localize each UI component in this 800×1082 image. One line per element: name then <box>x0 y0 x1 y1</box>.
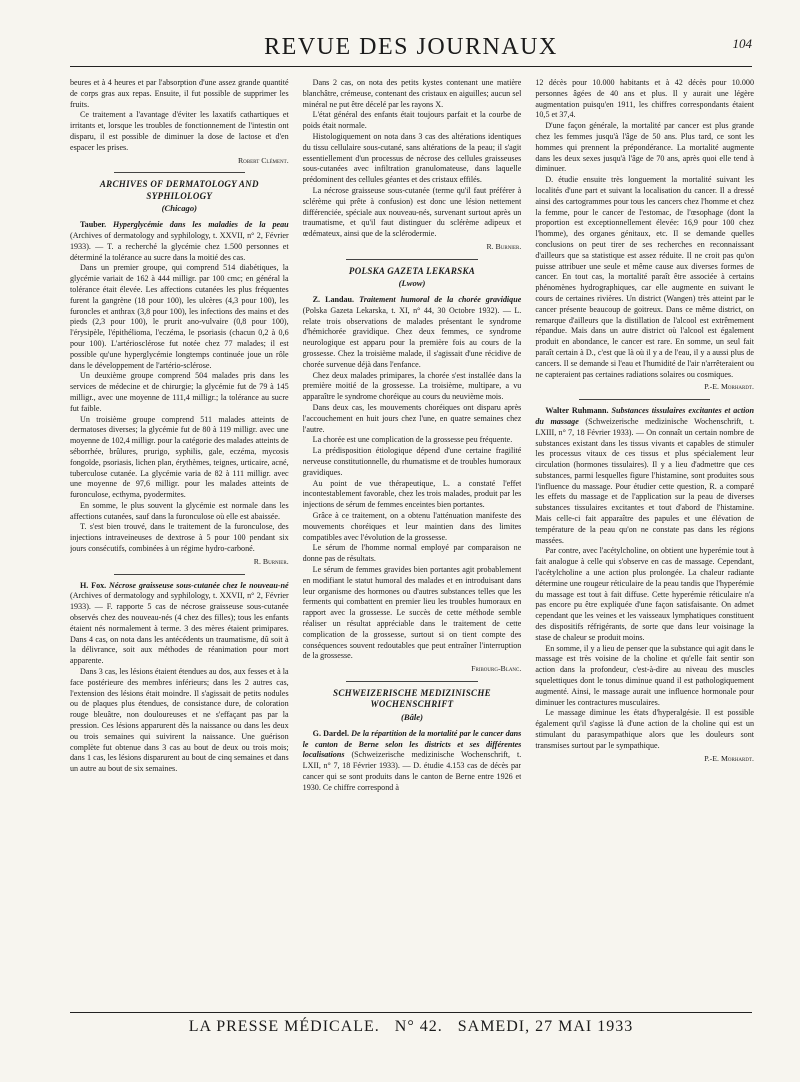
paragraph: Un deuxième groupe comprend 504 malades pris dans les services de médecine et de chirurgie; la glycémie fut de 79 à 145 milligr., avec une moyenne de 111,4 milligr.; la tolérance au sucre fut faible. <box>70 371 289 413</box>
paragraph: En somme, il y a lieu de penser que la substance qui agit dans le massage est très voisine de la choline et qu'elle fait sentir son action dans la profondeur, c'est-à-dire au niveau des muscles squelettiques dont le tonus diminue quand il est pathologiquement augmenté. Ainsi, le massage aurait une influence hormonale pour diminuer les contractures musculaires. <box>535 643 754 707</box>
article-author: Z. Landau. <box>312 295 355 305</box>
paragraph: Chez deux malades primipares, la chorée s'est installée dans la première moitié de la grossesse. La troisième, multipare, a vu apparaître le syndrome choréique au cours du neuvième mois. <box>302 370 522 402</box>
article-author: Walter Ruhmann. <box>545 406 609 416</box>
author-signature: Fribourg-Blanc. <box>471 664 522 674</box>
article-abstract <box>70 220 289 263</box>
paragraph: D. étudie ensuite très longuement la mortalité suivant les localités d'une part et suivant la localisation du cancer. Il a dressé ainsi des cartogrammes pour tous les cancers chez l'homme et chez la femme, pour le cancer de l'estomac, de l'œsophage (dont la proportion est exceptionnellement élevée: 16,9 pour 100 chez l'homme), des organes génitaux, etc. Il se demande quelles conclusions on peut tirer de ses recherches en reconnaissant d'ailleurs que sa statistique est assez réduite. Il ne croit pas qu'on puisse attribuer une seule et même cause aux diverses formes de cancer. En tout cas, la mortalité paraît être associée à certains phénomènes hydrographiques, car elle augmente en suivant le cours de certaines rivières. Un district (Wangen) très atteint par le cancer présente beaucoup de goitreux. Dans ce même district, on remarque d'ailleurs que la distillation de l'alcool est extrêmement répandue. Mais dans un autre district où l'alcool est également produit en abondance, le cancer est rare. En somme, un seul fait paraît certain à D., c'est que là où il y a de l'eau, il y a aussi plus de cancers. Il se demande si l'eau et l'humidité de l'air n'arrêteraient ou ne capteraient pas certaines radiations solaires ou cosmiques. <box>535 175 754 379</box>
article-reference: (Schweizerische medizinische Wochenschrift, t. LXII, n° 7, 18 Février 1933). — D. étudie 4.153 cas de décès par cancer qui se sont produits dans le canton de Berne entre 1926 et 1930. Ce chiffre correspond à <box>302 750 522 792</box>
article-reference: (Archives of dermatology and syphilology, t. XXVII, n° 2, Février 1933). — F. rapporte 5 cas de nécrose graisseuse sous-cutanée observés chez des nouveau-nés (4 chez des filles); tous les enfants étaient nés normalement à terme. 3 des mères étaient primipares. Dans 4 cas, on nota dans les antécédents un traumatisme, dû soit à la délivrance, soit aux méthodes de réanimation pour mort apparente. <box>70 591 289 666</box>
paragraph: Dans 2 cas, on nota des petits kystes contenant une matière blanchâtre, crémeuse, contenant des cristaux en aiguilles; aucun sel minéral ne put être décelé par les rayons X. <box>302 78 522 109</box>
paragraph: Dans 3 cas, les lésions étaient étendues au dos, aux fesses et à la face postérieure des membres inférieurs; dans les 2 autres cas, l'extension des lésions était moindre. Il s'agissait de petits nodules ou de plaques plus étendues, de consistance dure, de coloration rouge bleuâtre, non douloureuses et ne s'effaçant pas par la pression. Ces lésions apparurent dès la naissance ou dans les deux ou trois semaines qui suivirent la naissance. Une guérison complète fut obtenue dans 3 cas au bout de deux ou trois mois; dans 1 cas, les lésions disparurent au bout de cinq semaines et dans un autre au bout de six semaines. <box>70 667 289 774</box>
paragraph: Un troisième groupe comprend 511 malades atteints de dermatoses diverses; la glycémie fut de 80 à 119 milligr. avec une moyenne de 102,4 milligr. pour la catégorie des malades atteints de séborrhée, brûlures, prurigo, syphilis, gale, eczéma, mycosis fongoïde, psoriasis, lichen plan, érythèmes, teignes, urticaire, acné, tuberculose cutanée. La glycémie varia de 82 à 111 milligr. avec une moyenne de 97,6 milligr. pour les malades atteints de furonculose, ecthyma, pyodermites. <box>70 414 289 500</box>
paragraph: D'une façon générale, la mortalité par cancer est plus grande chez les femmes jusqu'à l'âge de 50 ans. Plus tard, ce sont les hommes qui prennent la prépondérance. La mortalité augmente dans les deux sexes jusqu'à l'âge de 70 ans, après quoi elle tend à diminuer. <box>535 121 754 174</box>
author-signature: Robert Clément. <box>237 155 289 165</box>
column-1 <box>70 78 289 1003</box>
page-title: REVUE DES JOURNAUX <box>264 34 558 60</box>
paragraph: Ce traitement a l'avantage d'éviter les laxatifs cathartiques et irritants et, lorsque les troubles de fonctionnement de l'intestin ont disparu, il est possible de diminuer la dose de lactose et d'en espacer les prises. <box>70 110 289 152</box>
paragraph: Le sérum de femmes gravides bien portantes agit probablement en modifiant le statut humoral des malades et en introduisant dans leur organisme des hormones ou d'autres substances telles que les ferments qui combattent en premier lieu les troubles humoraux en rapport avec la grossesse. Le succès de cette méthode semble réaliser un résultat appréciable dans le traitement de cette complication de la grossesse, surtout si on tient compte des conséquences souvent redoutables que peut entraîner l'interruption de la grossesse. <box>302 564 522 661</box>
article-reference: (Schweizerische medizinische Wochenschrift, t. LXIII, n° 7, 18 Février 1933). — On connaît un certain nombre de substances existant dans les tissus vivants et capables de stimuler les processus vitaux de ces tissus et plus spécialement leur circulation (hormones tissulaires). Il y a lieu d'admettre que ces substances, parmi lesquelles figure l'histamine, sont produites sous l'influence du massage. Pour étudier cette question, R. a comparé les effets du massage et de l'application sur la peau de diverses substances tissulaires excitantes et tout d'abord de l'histamine. Mais celle-ci fait apparaître des papules et une élévation de température de la peau qu'on ne constate pas dans les régions massées. <box>535 416 754 545</box>
paragraph: Dans un premier groupe, qui comprend 514 diabétiques, la glycémie variait de 162 à 444 milligr. par 100 cmc; en général la tolérance était élevée. Les affections cutanées les plus fréquentes furent la gangrène (18 pour 100), les ulcères (4,3 pour 100), les furoncles et anthrax (3,8 pour 100), les infections des mains et des pieds (2,3 pour 100), le prurit ano-vulvaire (0,8 pour 100), l'érysipèle, l'épithélioma, l'eczéma, le psoriasis (chacun 0,2 à 0,6 pour 100). L'artériosclérose fut notée chez 77 malades; il est possible qu'une hyperglycémie longtemps continuée joue un rôle dans le développement de l'artério-sclérose. <box>70 263 289 370</box>
journal-section-city: (Lwow) <box>398 278 426 289</box>
divider <box>346 259 477 260</box>
page-number: 104 <box>732 36 752 51</box>
divider <box>114 172 245 173</box>
article-title: Substances tissulaires excitantes et action du massage <box>535 406 754 426</box>
article-abstract <box>535 406 754 546</box>
article-title: Traitement humoral de la chorée gravidique <box>359 295 522 305</box>
paragraph: La nécrose graisseuse sous-cutanée (terme qu'il faut préférer à sclérème qui prête à confusion) est donc une lésion nettement différenciée, spéciale aux nouveau-nés, survenant surtout après un traumatisme, et qu'il faut distinguer du sclérème adipeux et œdémateux, ainsi que de la sclérodermie. <box>302 185 522 239</box>
journal-section-title: POLSKA GAZETA LEKARSKA <box>348 265 476 276</box>
paragraph: Dans deux cas, les mouvements choréiques ont disparu après l'accouchement en huit jours chez l'une, en quatre semaines chez l'autre. <box>302 403 522 434</box>
article-reference: (Polska Gazeta Lekarska, t. XI, n° 44, 30 Octobre 1932). — L. relate trois observations de malades présentant le syndrome d'hémichorée gravidique. Chez deux femmes, ce syndrome neurologique est apparu pour la première fois au cours de la grossesse. Chez la troisième malade, il s'agissait d'une récidive de chorée survenue déjà dans l'enfance. <box>302 305 522 369</box>
author-signature: P.-E. Morhardt. <box>704 382 754 392</box>
article-author: Tauber. <box>80 220 107 230</box>
article-title: De la répartition de la mortalité par le cancer dans le canton de Berne selon les districts et ses différentes localisations <box>302 728 522 760</box>
author-signature: R. Burnier. <box>253 556 289 566</box>
paragraph: 12 décès pour 10.000 habitants et à 42 décès pour 10.000 personnes âgées de 40 ans et plus. Il y aurait une légère augmentation puisqu'en 1911, les chiffres correspondants étaient 10,5 et 37,4. <box>535 78 754 120</box>
column-3 <box>535 78 754 1003</box>
paragraph: T. s'est bien trouvé, dans le traitement de la furonculose, des injections intraveineuses de dextrose à 5 pour 100 pendant six jours consécutifs, combinées à un régime hydro-carboné. <box>70 522 289 554</box>
article-abstract <box>303 295 522 371</box>
journal-section-title: SCHWEIZERISCHE MEDIZINISCHE WOCHENSCHRIFT <box>333 687 491 710</box>
divider <box>579 399 710 400</box>
issue-date: SAMEDI, 27 MAI 1933 <box>457 1018 634 1035</box>
divider <box>114 574 245 575</box>
paragraph: Le massage diminue les états d'hyperalgésie. Il est possible également qu'il s'agisse là d'une action de la choline qui est un stimulant du parasympathique alors que les douleurs sont transmises surtout par le sympathique. <box>535 708 754 750</box>
journal-section-city: (Chicago) <box>161 203 197 214</box>
article-title: Hyperglycémie dans les maladies de la peau <box>113 220 289 230</box>
article-author: H. Fox. <box>80 580 107 590</box>
article-abstract <box>303 729 522 794</box>
page-footer <box>70 1012 752 1039</box>
article-reference: (Archives of dermatology and syphilology, t. XXVII, n° 2, Février 1933). — T. a recherché la glycémie chez 1.500 personnes et déterminé la tolérance au sucre dans la moitié des cas. <box>70 230 289 262</box>
paragraph: En somme, le plus souvent la glycémie est normale dans les affections cutanées, sauf dans la furonculose où elle est abaissée. <box>70 500 289 521</box>
article-abstract <box>70 581 289 667</box>
paragraph: Grâce à ce traitement, on a obtenu l'atténuation manifeste des mouvements choréiques et leur maintien dans des limites compatibles avec l'évolution de la grossesse. <box>302 510 522 542</box>
paragraph: beures et à 4 heures et par l'absorption d'une assez grande quantité de corps gras aux repas. Ensuite, il fut possible de supprimer les fruits. <box>70 78 289 109</box>
paragraph: Histologiquement on nota dans 3 cas des altérations identiques du tissu cellulaire sous-cutané, sans altérations de la peau; il s'agit essentiellement d'un processus de nécrose des cellules graisseuses sous-cutanées avec infiltration granulomateuse, dans laquelle prédominent des cellules géantes et des cristaux effilés. <box>302 131 522 185</box>
running-head <box>70 30 752 67</box>
divider <box>346 681 477 682</box>
journal-name: LA PRESSE MÉDICALE. <box>188 1018 380 1035</box>
author-signature: R. Burnier. <box>486 241 522 251</box>
journal-section-city: (Bâle) <box>401 711 423 722</box>
paragraph: Au point de vue thérapeutique, L. a constaté l'effet incontestablement favorable, chez les trois malades, produit par les injections de sérum de femmes enceintes bien portantes. <box>302 478 522 510</box>
paragraph: Par contre, avec l'acétylcholine, on obtient une hyperémie tout à fait analogue à celle qui s'observe en cas de massage. Cependant, l'acétylcholine a une action plus prolongée. La chaleur radiante détermine une rougeur réticulaire de la peau tandis que l'hyperémie du massage est tout à fait diffuse. Cette hyperémie réticulaire n'a pas encore pu être expliquée d'une façon satisfaisante. On admet cependant que les veines et les vaisseaux lymphatiques constituent des dispositifs réfrigérants, de sorte que dans leur voisinage la stase de chaleur se produit moins. <box>535 546 754 642</box>
author-signature: P.-E. Morhardt. <box>704 753 754 763</box>
paragraph: La chorée est une complication de la grossesse peu fréquente. <box>312 435 513 445</box>
article-columns <box>70 78 754 1003</box>
paragraph: Le sérum de l'homme normal employé par comparaison ne donne pas de résultats. <box>302 543 522 564</box>
paragraph: La prédisposition étiologique dépend d'une certaine fragilité nerveuse constitutionnelle, du rhumatisme et de troubles humoraux gravidiques. <box>302 446 522 477</box>
article-title: Nécrose graisseuse sous-cutanée chez le nouveau-né <box>109 580 289 590</box>
column-2 <box>303 78 522 1003</box>
issue-number: N° 42. <box>394 1018 443 1035</box>
article-author: G. Dardel. <box>312 728 349 738</box>
journal-section-title: ARCHIVES OF DERMATOLOGY AND SYPHILOLOGY <box>99 179 259 201</box>
paragraph: L'état général des enfants était toujours parfait et la courbe de poids était normale. <box>302 110 522 131</box>
